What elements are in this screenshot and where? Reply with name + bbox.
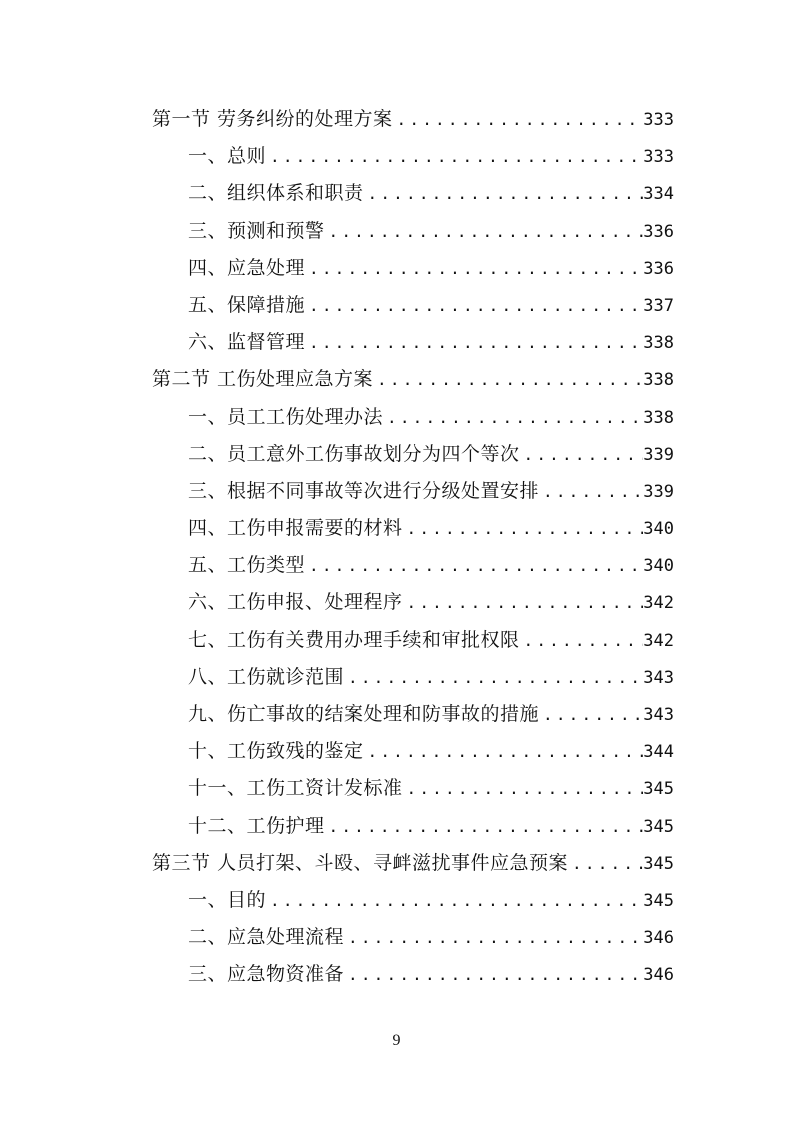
toc-dot-leader: [364, 175, 644, 212]
toc-entry-title: 一、总则: [188, 145, 267, 168]
toc-entry-page-number: 336: [643, 258, 674, 279]
toc-subsection-entry[interactable]: [152, 882, 674, 919]
toc-entry-title: 九、伤亡事故的结案处理和防事故的措施: [188, 703, 540, 725]
toc-subsection-entry[interactable]: [152, 250, 674, 287]
toc-subsection-entry[interactable]: [152, 770, 674, 807]
toc-dot-leader: [266, 882, 643, 919]
toc-dot-leader: [344, 659, 643, 696]
toc-entry-title: 四、工伤申报需要的材料: [188, 517, 403, 540]
toc-subsection-entry[interactable]: [152, 287, 674, 324]
toc-entry-title: 二、组织体系和职责: [188, 182, 364, 205]
toc-entry-title: 六、工伤申报、处理程序: [188, 591, 403, 614]
toc-entry-page-number: 333: [643, 110, 674, 130]
toc-dot-leader: [403, 770, 644, 807]
toc-entry-title: 六、监督管理: [188, 331, 306, 354]
toc-subsection-entry[interactable]: [152, 213, 674, 250]
toc-dot-leader: [393, 101, 644, 138]
toc-dot-leader: [520, 436, 644, 473]
toc-subsection-entry[interactable]: [152, 919, 674, 956]
toc-entry-page-number: 345: [643, 816, 674, 837]
page-number: 9: [392, 1032, 401, 1049]
toc-entry-title: 三、预测和预警: [188, 219, 325, 242]
toc-subsection-entry[interactable]: [152, 622, 674, 659]
toc-entry-title: 第二节 工伤处理应急方案: [152, 368, 374, 391]
toc-subsection-entry[interactable]: [152, 584, 674, 621]
toc-entry-title: 第三节 人员打架、斗殴、寻衅滋扰事件应急预案: [152, 851, 569, 874]
toc-entry-title: 十、工伤致残的鉴定: [188, 740, 364, 763]
toc-entry-page-number: 333: [643, 147, 674, 168]
toc-subsection-entry[interactable]: [152, 733, 674, 770]
toc-subsection-entry[interactable]: [152, 324, 674, 361]
toc-subsection-entry[interactable]: [152, 659, 674, 696]
toc-dot-leader: [305, 547, 643, 584]
toc-dot-leader: [325, 213, 644, 250]
toc-subsection-entry[interactable]: [152, 547, 674, 584]
toc-entry-page-number: 338: [643, 333, 674, 354]
toc-dot-leader: [344, 919, 643, 956]
toc-subsection-entry[interactable]: [152, 510, 674, 547]
toc-dot-leader: [325, 808, 644, 845]
toc-section-entry[interactable]: [152, 361, 674, 398]
toc-dot-leader: [305, 324, 643, 361]
toc-dot-leader: [520, 622, 644, 659]
toc-entry-page-number: 346: [643, 965, 674, 986]
toc-dot-leader: [403, 584, 644, 621]
toc-dot-leader: [305, 250, 643, 287]
toc-entry-title: 十二、工伤护理: [188, 814, 325, 837]
toc-section-entry[interactable]: [152, 101, 674, 138]
toc-subsection-entry[interactable]: [152, 138, 674, 175]
toc-dot-leader: [373, 361, 643, 398]
toc-subsection-entry[interactable]: [152, 473, 674, 510]
toc-entry-title: 三、根据不同事故等次进行分级处置安排: [188, 479, 540, 502]
toc-dot-leader: [344, 956, 643, 993]
toc-entry-title: 三、应急物资准备: [188, 963, 345, 986]
toc-dot-leader: [364, 733, 644, 770]
toc-entry-title: 四、应急处理: [188, 256, 306, 279]
toc-entry-title: 五、工伤类型: [188, 554, 306, 577]
toc-entry-title: 二、员工意外工伤事故划分为四个等次: [188, 442, 520, 465]
toc-entry-page-number: 343: [643, 705, 674, 725]
toc-entry-title: 一、目的: [188, 888, 267, 911]
toc-subsection-entry[interactable]: [152, 399, 674, 436]
table-of-contents: [152, 101, 674, 994]
toc-dot-leader: [305, 287, 643, 324]
toc-entry-title: 十一、工伤工资计发标准: [188, 777, 403, 800]
toc-entry-page-number: 339: [643, 481, 674, 502]
toc-dot-leader: [539, 473, 643, 510]
toc-subsection-entry[interactable]: [152, 175, 674, 212]
toc-entry-title: 五、保障措施: [188, 293, 306, 316]
toc-dot-leader: [403, 510, 644, 547]
toc-entry-page-number: 346: [643, 928, 674, 949]
toc-entry-page-number: 345: [643, 779, 674, 800]
toc-entry-page-number: 344: [643, 742, 674, 763]
toc-entry-page-number: 339: [643, 444, 674, 465]
toc-entry-page-number: 334: [643, 184, 674, 205]
toc-dot-leader: [539, 696, 643, 733]
toc-subsection-entry[interactable]: [152, 956, 674, 993]
toc-entry-title: 第一节 劳务纠纷的处理方案: [152, 108, 393, 130]
toc-entry-page-number: 336: [643, 221, 674, 242]
toc-subsection-entry[interactable]: [152, 436, 674, 473]
toc-dot-leader: [266, 138, 643, 175]
toc-dot-leader: [568, 845, 643, 882]
toc-entry-title: 二、应急处理流程: [188, 926, 345, 949]
toc-entry-page-number: 340: [643, 556, 674, 577]
toc-subsection-entry[interactable]: [152, 696, 674, 733]
toc-entry-page-number: 342: [643, 630, 674, 651]
toc-entry-page-number: 345: [643, 890, 674, 911]
toc-section-entry[interactable]: [152, 845, 674, 882]
toc-entry-page-number: 343: [643, 667, 674, 688]
toc-entry-page-number: 340: [643, 519, 674, 540]
toc-entry-title: 八、工伤就诊范围: [188, 665, 345, 688]
toc-entry-title: 一、员工工伤处理办法: [188, 405, 384, 428]
toc-entry-page-number: 338: [643, 407, 674, 428]
toc-entry-page-number: 338: [643, 370, 674, 391]
toc-entry-page-number: 342: [643, 593, 674, 614]
toc-subsection-entry[interactable]: [152, 808, 674, 845]
toc-dot-leader: [383, 399, 643, 436]
toc-entry-page-number: 337: [643, 295, 674, 316]
toc-entry-page-number: 345: [643, 853, 674, 874]
toc-entry-title: 七、工伤有关费用办理手续和审批权限: [188, 628, 520, 651]
